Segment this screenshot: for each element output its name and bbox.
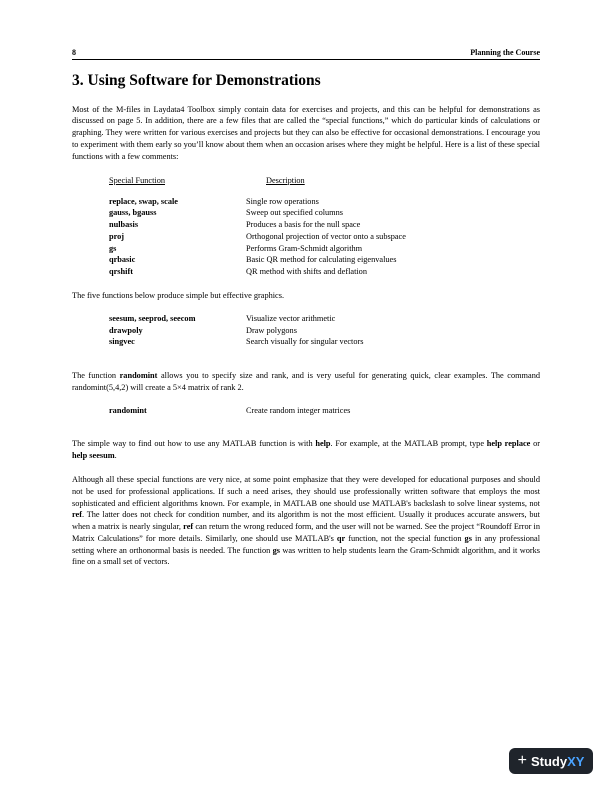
graphics-intro: The five functions below produce simple but effective graphics. — [72, 290, 285, 300]
function-name: replace, swap, scale — [109, 196, 178, 206]
help-paragraph — [72, 438, 540, 462]
function-description: Create random integer matrices — [246, 405, 351, 415]
code-term: gs — [464, 533, 472, 543]
code-term: help seesum — [72, 451, 115, 461]
text-run: . For example, at the MATLAB prompt, type — [330, 439, 487, 449]
list-item — [109, 325, 540, 337]
code-term: ref — [72, 510, 82, 520]
intro-paragraph: Most of the M-files in Laydata4 Toolbox simply contain data for exercises and projects, and this can be helpful for demonstrations as discussed on page 5. In addition, there are a few files that are called the “special functions,” which do particular kinds of calculations or graphing. They were written for various exercises and projects but they can also be effective for occasional demonstrations. I encourage you to experiment with them early so you’ll know about them when an occasion arises where they might be helpful. Here is a list of these special functions with a few comments: — [72, 104, 540, 161]
code-term: gs — [272, 545, 281, 555]
section-title: 3. Using Software for Demonstrations — [72, 72, 321, 89]
function-name: seesum, seeprod, seecom — [109, 313, 196, 323]
randomint-list — [109, 405, 540, 417]
text-run: Although all these special functions are very nice, at some point emphasize that they were developed for educational purposes and should not be used for professional applications. If such a need arises, they should use professionally written software that employs the most sophisticated and efficient algorithms known. For example, in MATLAB one should use MATLAB's backslash to solve linear systems, not — [72, 475, 540, 508]
code-term: ref — [183, 522, 194, 532]
page — [72, 48, 540, 568]
list-item — [109, 243, 540, 255]
randomint-paragraph — [72, 370, 540, 394]
function-description: Single row operations — [246, 196, 319, 206]
list-item — [109, 196, 540, 208]
text-run: function, not the special function — [345, 533, 465, 543]
table-header — [109, 176, 540, 185]
list-item — [109, 313, 540, 325]
special-functions-list — [109, 196, 540, 278]
text-run: . — [114, 451, 117, 461]
list-item — [109, 207, 540, 219]
function-description: Visualize vector arithmetic — [246, 313, 336, 323]
function-description: Orthogonal projection of vector onto a subspace — [246, 231, 406, 241]
plus-icon: + — [517, 752, 527, 769]
list-item — [109, 219, 540, 231]
function-name: gs — [109, 243, 117, 253]
function-name: nulbasis — [109, 220, 139, 230]
page-header — [72, 48, 540, 60]
list-item — [109, 231, 540, 243]
function-description: Performs Gram-Schmidt algorithm — [246, 243, 363, 253]
graphics-functions-list — [109, 313, 540, 348]
function-description: Basic QR method for calculating eigenvalues — [246, 255, 397, 265]
code-term: qr — [336, 533, 346, 543]
text-run: The simple way to find out how to use any MATLAB function is with — [72, 439, 316, 449]
code-term: help — [315, 439, 331, 449]
list-item — [109, 266, 540, 278]
code-term: randomint — [119, 371, 158, 381]
code-term: help replace — [486, 439, 531, 449]
function-name: gauss, bgauss — [109, 208, 157, 218]
running-title: Planning the Course — [470, 48, 540, 57]
list-item — [109, 336, 540, 348]
function-description: Search visually for singular vectors — [246, 337, 364, 347]
function-description: QR method with shifts and deflation — [246, 267, 367, 277]
function-name: singvec — [109, 337, 135, 347]
text-run: or — [530, 439, 540, 449]
list-item — [109, 405, 540, 417]
list-item — [109, 254, 540, 266]
text-run: allows you to specify size and rank, and is very useful for generating quick, clear examples. The command randomint(5,4,2) will create a 5×4 matrix of rank 2. — [72, 371, 540, 392]
function-description: Produces a basis for the null space — [246, 220, 361, 230]
text-run: in any professional setting where an orthonormal basis is needed. The function — [72, 533, 541, 555]
function-description: Draw polygons — [246, 325, 297, 335]
header-special-function: Special Function — [109, 175, 165, 185]
page-number: 8 — [72, 48, 76, 57]
function-name: drawpoly — [109, 325, 143, 335]
function-name: qrshift — [109, 267, 133, 277]
text-run: was written to help students learn the Gram-Schmidt algorithm, and it works fine on a small set of vectors. — [72, 545, 541, 567]
text-run: can return the wrong reduced form, and the user will not be warned. See the project “Roundoff Error in Matrix Calculations” for more details. Similarly, one should use MATLAB's — [72, 522, 541, 543]
text-run: The function — [72, 371, 120, 381]
studyxy-logo[interactable] — [509, 748, 593, 774]
function-name: randomint — [109, 405, 147, 415]
function-description: Sweep out specified columns — [246, 208, 344, 218]
header-description: Description — [266, 175, 305, 185]
function-name: qrbasic — [109, 255, 136, 265]
function-name: proj — [109, 231, 125, 241]
logo-text-study: Study — [530, 753, 568, 769]
text-run: . The latter does not check for condition number, and its algorithm is not the most efficient. Usually it produces accurate answers, but when a matrix is nearly singular, — [72, 510, 540, 532]
logo-text-xy: XY — [567, 753, 585, 769]
closing-paragraph — [72, 474, 540, 568]
